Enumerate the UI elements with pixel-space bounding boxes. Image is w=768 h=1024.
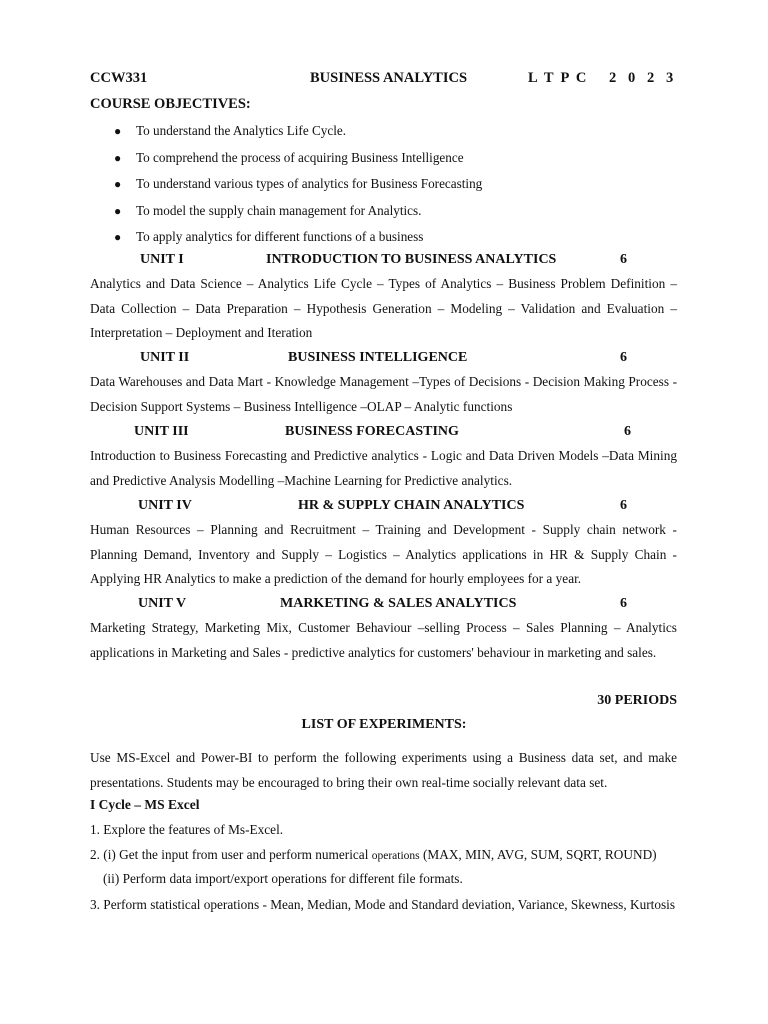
bullet-icon: ●: [114, 203, 122, 218]
objectives-title: COURSE OBJECTIVES:: [90, 96, 251, 112]
unit-4-content: Human Resources – Planning and Recruitment – Training and Development - Supply chain network - Planning Demand, Inventory and Supply – Logistics – Analytics applications in HR & Supply Chain - Applying HR Analytics to make a prediction of the demand for hourly employees for a year.: [90, 522, 677, 587]
experiment-2-text-c: (MAX, MIN, AVG, SUM, SQRT, ROUND): [419, 847, 657, 862]
unit-4-hours: 6: [620, 498, 627, 513]
course-code: CCW331: [90, 70, 148, 86]
unit-5-title: MARKETING & SALES ANALYTICS: [280, 596, 517, 611]
experiment-1: 1. Explore the features of Ms-Excel.: [90, 822, 284, 837]
objective-text: To understand the Analytics Life Cycle.: [136, 123, 347, 138]
unit-3-hours: 6: [624, 424, 631, 439]
experiment-2-text-b: operations: [371, 850, 420, 862]
objective-item: [90, 171, 690, 198]
unit-1-title: INTRODUCTION TO BUSINESS ANALYTICS: [266, 252, 557, 267]
experiment-2-ii: (ii) Perform data import/export operations for different file formats.: [103, 871, 463, 886]
objective-item: [90, 224, 690, 251]
unit-1-label: UNIT I: [140, 252, 184, 267]
unit-2-content: Data Warehouses and Data Mart - Knowledge Management –Types of Decisions - Decision Making Process - Decision Support Systems – Business Intelligence –OLAP – Analytic functions: [90, 374, 677, 414]
cycle-title: I Cycle – MS Excel: [90, 797, 200, 812]
unit-1-hours: 6: [620, 252, 627, 267]
unit-5-label: UNIT V: [138, 596, 187, 611]
objective-item: [90, 118, 690, 145]
unit-2-label: UNIT II: [140, 350, 190, 365]
unit-2-title: BUSINESS INTELLIGENCE: [288, 350, 468, 365]
unit-4-title: HR & SUPPLY CHAIN ANALYTICS: [298, 498, 525, 513]
unit-1-content: Analytics and Data Science – Analytics Life Cycle – Types of Analytics – Business Problem Definition – Data Collection – Data Preparation – Hypothesis Generation – Modeling – Validation and Evaluation – Interpretation – Deployment and Iteration: [90, 276, 677, 341]
objectives-list: [90, 118, 690, 251]
objective-text: To model the supply chain management for Analytics.: [136, 202, 422, 218]
unit-3-title: BUSINESS FORECASTING: [285, 424, 459, 439]
bullet-icon: ●: [114, 124, 122, 138]
ltpc-labels: [528, 70, 586, 87]
experiment-3: 3. Perform statistical operations - Mean, Median, Mode and Standard deviation, Variance, Skewness, Kurtosis: [90, 897, 676, 912]
unit-2-hours: 6: [620, 350, 627, 365]
bullet-icon: ●: [114, 150, 122, 165]
objective-text: To comprehend the process of acquiring Business Intelligence: [136, 149, 464, 165]
unit-3-content: Introduction to Business Forecasting and Predictive analytics - Logic and Data Driven Models –Data Mining and Predictive Analysis Modelling –Machine Learning for Predictive analytics.: [90, 448, 677, 488]
unit-4-label: UNIT IV: [138, 498, 192, 513]
ltpc-label-text: L T P C: [528, 70, 587, 86]
objective-item: [90, 145, 690, 172]
experiment-2-text-a: 2. (i) Get the input from user and perform numerical: [90, 847, 372, 862]
unit-5-content: Marketing Strategy, Marketing Mix, Customer Behaviour –selling Process – Sales Planning – Analytics applications in Marketing and Sales - predictive analytics for customers' behaviour in marketing and sales.: [90, 620, 677, 660]
objective-text: To understand various types of analytics for Business Forecasting: [136, 176, 483, 191]
objective-item: [90, 198, 690, 225]
ltpc-value-text: 2 0 2 3: [609, 70, 675, 86]
experiments-title: LIST OF EXPERIMENTS:: [301, 717, 467, 732]
objective-text: To apply analytics for different functions of a business: [136, 229, 424, 244]
experiment-2: [90, 847, 657, 863]
unit-3-label: UNIT III: [134, 424, 189, 439]
course-title: BUSINESS ANALYTICS: [310, 70, 468, 86]
total-periods: 30 PERIODS: [597, 693, 677, 708]
ltpc-values: [609, 70, 675, 87]
bullet-icon: ●: [114, 230, 122, 244]
bullet-icon: ●: [114, 177, 122, 191]
unit-5-hours: 6: [620, 596, 627, 611]
experiments-intro: Use MS-Excel and Power-BI to perform the following experiments using a Business data set, and make presentations. Students may be encouraged to bring their own real-time socially relevant data set.: [90, 750, 677, 790]
